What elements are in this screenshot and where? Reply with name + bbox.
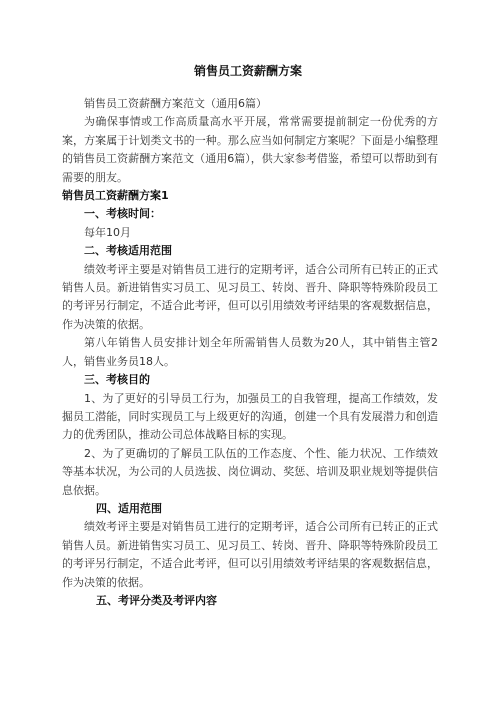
section-heading: 三、考核目的 bbox=[84, 373, 150, 387]
document-body bbox=[62, 95, 438, 610]
paragraph: 绩效考评主要是对销售员工进行的定期考评，适合公司所有已转正的正式销售人员。新进销售实习员工、见习员工、转岗、晋升、降职等特殊阶段员工的考评另行制定，不适合此考评，但可以引用绩效考评结果的客观数据信息，作为决策的依据。 bbox=[62, 520, 438, 589]
document-title: 销售员工资薪酬方案 bbox=[193, 64, 302, 78]
section-heading: 五、考评分类及考评内容 bbox=[96, 593, 217, 607]
section-heading: 一、考核时间： bbox=[84, 207, 161, 221]
section-heading: 销售员工资薪酬方案1 bbox=[62, 189, 169, 203]
paragraph: 销售员工资薪酬方案范文（通用6篇） bbox=[84, 97, 267, 110]
paragraph: 为确保事情或工作高质量高水平开展，常常需要提前制定一份优秀的方案，方案属于计划类文书的一种。那么应当如何制定方案呢？下面是小编整理的销售员工资薪酬方案范文（通用6篇），供大家参考借鉴，希望可以帮助到有需要的朋友。 bbox=[62, 115, 438, 184]
section-heading: 二、考核适用范围 bbox=[84, 244, 172, 258]
section-heading: 四、适用范围 bbox=[96, 501, 162, 515]
paragraph: 2、为了更确切的了解员工队伍的工作态度、个性、能力状况、工作绩效等基本状况，为公司的人员选拔、岗位调动、奖惩、培训及职业规划等提供信息依据。 bbox=[62, 446, 438, 497]
paragraph: 1、为了更好的引导员工行为，加强员工的自我管理，提高工作绩效，发掘员工潜能，同时实现员工与上级更好的沟通，创建一个具有发展潜力和创造力的优秀团队，推动公司总体战略目标的实现。 bbox=[62, 391, 438, 442]
paragraph: 第八年销售人员安排计划全年所需销售人员数为20人，其中销售主管2人，销售业务员18人。 bbox=[62, 336, 438, 368]
paragraph: 每年10月 bbox=[84, 225, 131, 239]
paragraph: 绩效考评主要是对销售员工进行的定期考评，适合公司所有已转正的正式销售人员。新进销售实习员工、见习员工、转岗、晋升、降职等特殊阶段员工的考评另行制定，不适合此考评，但可以引用绩效考评结果的客观数据信息，作为决策的依据。 bbox=[62, 262, 438, 331]
